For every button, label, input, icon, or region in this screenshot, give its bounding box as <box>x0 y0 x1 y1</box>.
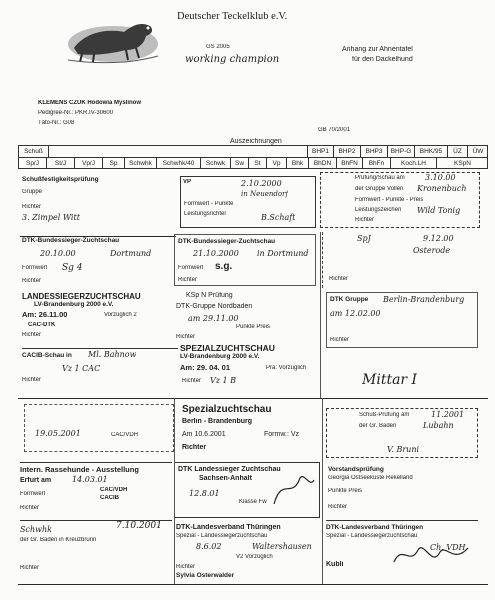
shot-test-2-group: der Gr. Baden <box>359 423 397 429</box>
landessieger-2-title: DTK Landessieger Zuchtschau <box>178 466 281 473</box>
lv-thueringen-sub: Spezial - Landessiegerzuchtschau <box>176 533 268 539</box>
dtk-group-stamp <box>326 292 478 348</box>
awards-label: Auszeichnungen <box>230 138 282 145</box>
signature-scribble-icon <box>392 540 472 570</box>
cacib-stamp <box>22 348 178 393</box>
spezialzuchtschau-2-stamp <box>182 404 324 458</box>
test-show-fields: Formwert - Punkte - Preis <box>355 197 424 203</box>
vorstand-title: Vorstandsprüfung <box>328 466 384 473</box>
dtk-group-title: DTK Gruppe <box>330 296 369 303</box>
sp-title: SpJ <box>357 234 371 243</box>
lv-thueringen-name: Sylvia Osterwalder <box>176 572 235 579</box>
ksp-group: DTK-Gruppe Nordbaden <box>176 303 253 310</box>
spezialzuchtschau-2-judge: Richter <box>182 444 207 451</box>
bundessieger-1-form-label: Formwert <box>22 265 48 271</box>
bundessieger-1-place: Dortmund <box>110 249 152 258</box>
bundessieger-1-judge: Richter <box>22 278 42 284</box>
schwhk-date: 7.10.2001 <box>116 521 162 531</box>
ksp-title: KSp N Prüfung <box>186 292 233 299</box>
intl-show-judge: Richter <box>20 505 40 511</box>
spezialzuchtschau-2-sub: Berlin - Brandenburg <box>182 418 253 425</box>
code-cell: KSpN <box>454 160 471 167</box>
schwhk-title: Schwhk <box>20 525 52 534</box>
shooting-test-title: Schußfestigkeitsprüfung <box>22 176 99 183</box>
shot-test-2-title: Schuß-Prüfung am <box>359 412 410 418</box>
shooting-test-judge: Richter <box>22 204 42 210</box>
shooting-test-stamp <box>22 176 172 228</box>
shooting-test-handwriting: 3. Zimpel Witt <box>22 213 80 222</box>
landessieger-cac: CAC-DTK <box>28 322 56 328</box>
tato-number: Täto-Nr.: G08 <box>38 120 75 126</box>
landessieger-2-sub: Sachsen-Anhalt <box>199 475 252 482</box>
lv-thueringen-2-judge: Kubli <box>326 561 344 568</box>
bundessieger-2-place: in Dortmund <box>257 249 309 258</box>
intl-show-cac: CAC/VDH <box>100 487 128 493</box>
intl-show-date: 14.03.01 <box>72 475 108 484</box>
vorstand-fields: Punkte Preis <box>328 488 363 494</box>
code-cell: Sp <box>103 158 125 168</box>
lv-thueringen-2-grade: Ch. VDH <box>430 543 466 552</box>
shot-test-2-stamp <box>326 408 478 458</box>
left-dashed-stamp <box>24 404 174 452</box>
landessieger-judge: Richter <box>22 332 42 338</box>
ksp-judge: Richter <box>176 334 196 340</box>
code-cell: Schwhk/40 <box>157 158 201 168</box>
code-cell: Vp/J <box>75 158 103 168</box>
signature-scribble-icon <box>270 470 318 510</box>
dtk-group-date: am 12.02.00 <box>330 309 381 318</box>
code-cell: Koch.LH <box>391 158 437 168</box>
landessieger-sub: LV-Brandenburg 2000 e.V. <box>34 301 114 308</box>
code-cell: ÜZ <box>448 146 468 158</box>
shot-test-2-result: V. Bruni <box>387 445 420 454</box>
bundessieger-1-stamp <box>22 237 174 287</box>
intl-show-title: Intern. Rassehunde - Ausstellung <box>20 465 139 474</box>
lv-thueringen-grade: V2 Vorzüglich <box>236 554 273 560</box>
vp-stamp <box>180 176 316 228</box>
sp-place: Osterode <box>413 246 451 255</box>
code-cell: Sw <box>231 158 249 168</box>
vorstand-stamp <box>326 466 478 518</box>
code-cell: St/J <box>47 158 75 168</box>
lv-thueringen-place: Waltershausen <box>252 542 312 551</box>
code-cell: Schwk <box>201 158 231 168</box>
ksp-fields: Punkte Preis <box>236 324 271 330</box>
bundessieger-2-stamp <box>174 234 316 286</box>
spezialzuchtschau-date: Am: 29. 04. 01 <box>180 363 231 372</box>
codes-row-2 <box>18 157 488 169</box>
shot-test-2-place: Lubahn <box>423 421 454 430</box>
test-show-judge: Richter <box>355 217 375 223</box>
dtk-group-judge: Richter <box>330 337 350 343</box>
code-cell: BHP2 <box>334 146 361 158</box>
code-cell: BHP1 <box>307 146 334 158</box>
intl-show-place: Erfurt am <box>20 477 52 484</box>
landessieger-2-class: Klasse Fw <box>239 499 267 505</box>
code-cell: ÜW <box>472 148 484 155</box>
intl-show-stamp <box>20 462 172 515</box>
lv-thueringen-2-title: DTK-Landesverband Thüringen <box>326 524 424 531</box>
landessieger-date: Am: 26.11.00 <box>22 310 68 319</box>
code-cell: BHK/95 <box>415 146 448 158</box>
gs-date: GS 2005 <box>206 44 230 50</box>
lv-thueringen-2-sub: Spezial - Landessiegerzuchtschau <box>326 533 418 539</box>
bundessieger-1-grade: Sg 4 <box>62 263 83 273</box>
code-cell: St <box>249 158 267 168</box>
vp-signature: B.Schaft <box>261 213 296 222</box>
sp-judge: Richter <box>329 276 349 282</box>
pedigree-number: Pedigree-Nr.: PKR.IV-30600 <box>38 110 114 116</box>
intl-show-form: Formwert <box>20 491 46 497</box>
code-cell: BHP3 <box>361 146 388 158</box>
spezialzuchtschau-2-form: Formw.: Vz <box>264 431 300 438</box>
shot-test-2-date: 11.2001 <box>431 410 465 419</box>
spezialzuchtschau-title: SPEZIALZUCHTSCHAU <box>180 343 275 353</box>
dtk-group-name: Berlin-Brandenburg <box>383 295 465 304</box>
bundessieger-2-grade: s.g. <box>215 261 233 272</box>
lv-thueringen-judge: Richter <box>176 564 196 570</box>
annex-line2: für den Dackelhund <box>352 56 413 63</box>
intl-show-cacib: CACIB <box>100 495 119 501</box>
test-show-place: Kronenbuch <box>417 184 467 193</box>
test-show-result: Wild Tonig <box>417 206 461 215</box>
ksp-stamp <box>176 292 318 344</box>
code-cell: BHP-G <box>388 146 415 158</box>
code-cell: BhDN <box>309 158 337 168</box>
sp-stamp <box>322 232 479 288</box>
schwhk-stamp <box>20 520 172 579</box>
vp-place: in Neuendorf <box>241 190 289 198</box>
vp-title: VP <box>183 179 192 185</box>
lv-thueringen-title: DTK-Landesverband Thüringen <box>176 524 281 531</box>
cacib-place: Ml. Bahnow <box>88 350 137 359</box>
bundessieger-2-judge: Richter <box>178 277 198 283</box>
spezialzuchtschau-sub: LV-Brandenburg 2000 e.V. <box>180 353 260 360</box>
test-show-title: Prüfung/Schau am <box>355 175 405 181</box>
code-cell: Sp/J <box>19 158 47 168</box>
code-cell: Bhk <box>287 158 309 168</box>
spezialzuchtschau-stamp <box>180 343 320 377</box>
cacib-grade: Vz 1 CAC <box>62 364 101 373</box>
dachshund-logo-icon <box>64 4 162 68</box>
test-show-group: der Gruppe Vollen <box>355 186 404 192</box>
sp-date: 9.12.00 <box>423 234 454 243</box>
landessieger-title: LANDESSIEGERZUCHTSCHAU <box>22 292 141 301</box>
cacib-judge: Richter <box>22 377 42 383</box>
lv-thueringen-stamp <box>176 524 322 582</box>
landessieger-grade: Vorzüglich 2 <box>104 312 137 318</box>
vorstand-judge: Richter <box>328 504 348 510</box>
reference-number: GB 70/2001 <box>318 127 351 133</box>
bundessieger-1-date: 20.10.00 <box>40 249 76 258</box>
owner-name: KLEMENS CZUK Hodowia Myslinow <box>38 100 142 106</box>
spezialzuchtschau-judge: Richter <box>182 378 202 384</box>
spezialzuchtschau-2-date: Am 10.6.2001 <box>182 431 226 438</box>
code-cell: BhFn <box>363 158 391 168</box>
bundessieger-2-title: DTK-Bundessieger-Zuchtschau <box>178 238 276 245</box>
code-cell: Vp <box>267 158 287 168</box>
annex-line1: Anhang zur Ahnentafel <box>342 46 413 53</box>
landessieger-stamp <box>22 292 176 344</box>
spezialzuchtschau-handwriting: Vz 1 B <box>210 376 237 385</box>
landessieger-2-date: 12.8.01 <box>189 489 220 498</box>
gs-note: working champion <box>185 54 280 65</box>
club-title: Deutscher Teckelklub e.V. <box>177 11 288 22</box>
test-show-stamp <box>320 172 480 228</box>
vp-judge: Leistungsrichter <box>184 211 227 217</box>
left-dashed-text: CAC/VDH <box>111 432 139 438</box>
ksp-date: am 29.11.00 <box>188 314 239 323</box>
bundessieger-2-form-label: Formwert <box>178 265 204 271</box>
spezialzuchtschau-grade: Prä: Vorzüglich <box>266 365 307 371</box>
lv-thueringen-date: 8.6.02 <box>196 542 222 551</box>
cacib-title: CACIB-Schau in <box>22 352 72 359</box>
bundessieger-2-date: 21.10.2000 <box>193 249 239 258</box>
schwhk-group: der Gr. Baden in Kreuzbrunn <box>20 537 97 543</box>
schwhk-judge: Richter <box>20 565 40 571</box>
vp-fields: Formwert - Punkte <box>184 201 234 207</box>
spezialzuchtschau-2-title: Spezialzuchtschau <box>182 404 272 415</box>
test-show-date: 3.10.00 <box>425 173 456 182</box>
shooting-test-group: Gruppe <box>22 189 43 195</box>
left-dashed-date: 19.05.2001 <box>35 429 81 438</box>
bundessieger-1-title: DTK-Bundessieger-Zuchtschau <box>22 237 120 244</box>
vorstand-sub: Georgia Ostseeküste Rekelland <box>328 475 413 481</box>
large-signature: Mittar I <box>362 372 418 388</box>
test-show-result-label: Leistungszeichen <box>355 207 402 213</box>
code-cell: Schuß <box>19 146 49 158</box>
vp-date: 2.10.2000 <box>241 179 282 188</box>
code-cell: Schwhk <box>125 158 157 168</box>
code-cell: BhFN <box>337 158 363 168</box>
